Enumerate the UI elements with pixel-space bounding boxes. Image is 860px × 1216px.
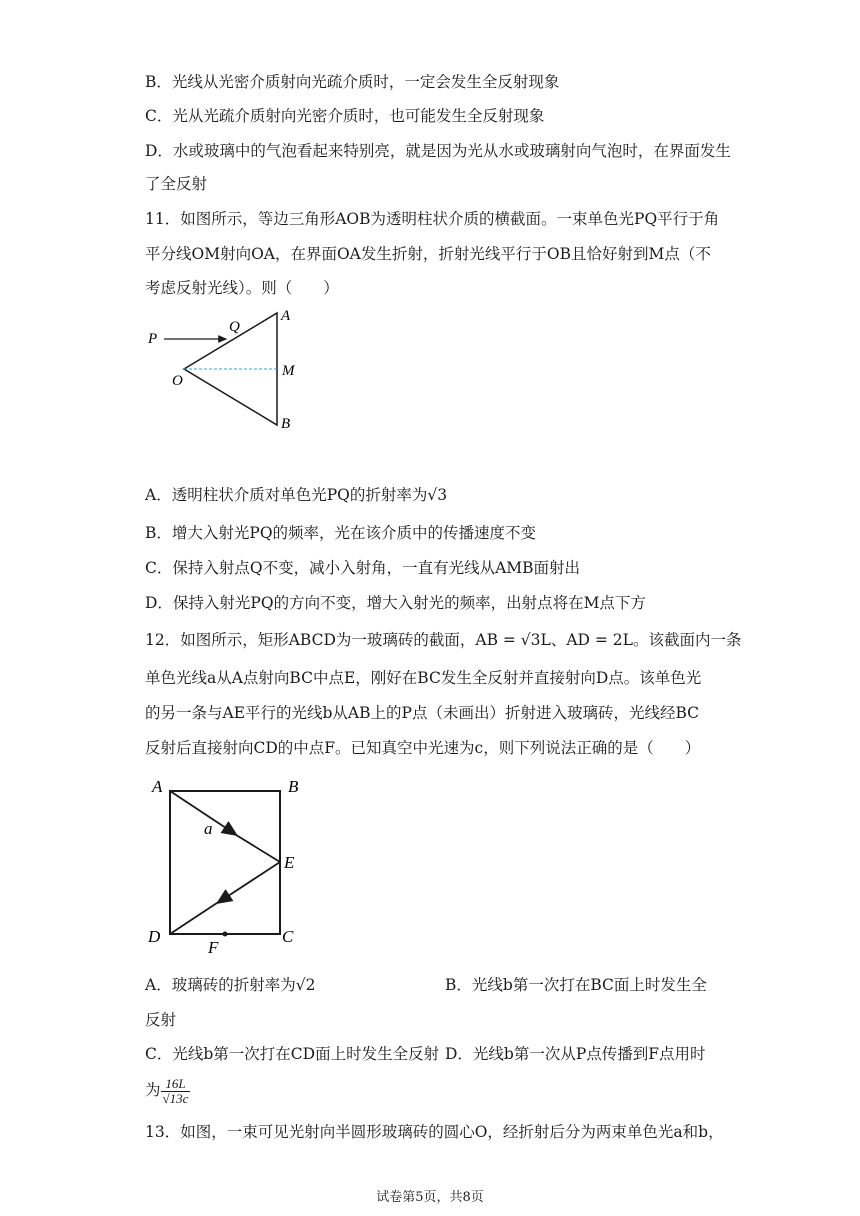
q12-option-c: C．光线b第一次打在CD面上时发生全反射 (145, 1045, 440, 1063)
q11-option-c: C．保持入射点Q不变，减小入射角，一直有光线从AMB面射出 (145, 559, 581, 577)
q12-rectangle-figure (140, 770, 320, 960)
label-e: E (284, 853, 295, 872)
q12-option-d-line1: D．光线b第一次从P点传播到F点用时 (445, 1045, 706, 1063)
q12-stem-line1: 12．如图所示，矩形ABCD为一玻璃砖的截面，AB = √3L、AD = 2L。该截面内一条 (145, 631, 742, 649)
label-a: A (152, 777, 163, 796)
ray-ae-second-half (228, 830, 280, 862)
q12-option-d-prefix: 为 (145, 1081, 161, 1099)
q12-stem-line2: 单色光线a从A点射向BC中点E，刚好在BC发生全反射并直接射向D点。该单色光 (145, 669, 702, 687)
q12-option-b-line1: B．光线b第一次打在BC面上时发生全 (445, 976, 707, 994)
q11-stem-line1: 11．如图所示，等边三角形AOB为透明柱状介质的横截面。一束单色光PQ平行于角 (145, 210, 720, 228)
label-q: Q (229, 319, 240, 335)
q12-stem-line3: 的另一条与AE平行的光线b从AB上的P点（未画出）折射进入玻璃砖，光线经BC (145, 704, 699, 722)
label-ray-a: a (204, 819, 213, 838)
q10-option-d-line1: D．水或玻璃中的气泡看起来特别亮，就是因为光从水或玻璃射向气泡时，在界面发生 (145, 142, 731, 160)
fraction-numerator: 16L (161, 1077, 191, 1092)
q11-stem-line2: 平分线OM射向OA，在界面OA发生折射，折射光线平行于OB且恰好射到M点（不 (145, 245, 711, 263)
q11-option-d: D．保持入射光PQ的方向不变，增大入射光的频率，出射点将在M点下方 (145, 594, 646, 612)
label-d: D (148, 927, 161, 946)
q12-option-b-line2: 反射 (145, 1011, 177, 1029)
q11-stem-line3: 考虑反射光线）。则（ ） (145, 279, 339, 297)
label-b: B (281, 416, 291, 432)
label-m: M (282, 363, 295, 379)
q10-option-d-line2: 了全反射 (145, 175, 208, 193)
q11-option-a: A．透明柱状介质对单色光PQ的折射率为√3 (145, 486, 448, 504)
q12-stem-line4: 反射后直接射向CD的中点F。已知真空中光速为c，则下列说法正确的是（ ） (145, 739, 701, 757)
label-o: O (172, 373, 183, 389)
point-f (223, 932, 228, 937)
label-a: A (281, 308, 291, 324)
q11-option-b: B．增大入射光PQ的频率，光在该介质中的传播速度不变 (145, 524, 537, 542)
q12-option-d-line2 (145, 1072, 725, 1108)
label-b: B (288, 777, 299, 796)
q11-triangle-figure (140, 300, 320, 440)
label-c: C (282, 927, 294, 946)
q10-option-c: C．光从光疏介质射向光密介质时，也可能发生全反射现象 (145, 107, 545, 125)
q12-option-d-fraction (161, 1077, 191, 1106)
rectangle-abcd (170, 791, 280, 934)
ray-ed-second-half (170, 897, 226, 934)
ray-ed-first-half (222, 862, 280, 900)
label-f: F (208, 938, 219, 957)
ray-ae-first-half (170, 791, 232, 832)
page-footer: 试卷第5页，共8页 (376, 1190, 484, 1205)
q12-option-a: A．玻璃砖的折射率为√2 (145, 976, 316, 994)
label-p: P (148, 331, 158, 347)
q10-option-b: B．光线从光密介质射向光疏介质时，一定会发生全反射现象 (145, 73, 560, 91)
fraction-denominator: √13c (162, 1090, 189, 1106)
q13-stem-line1: 13．如图，一束可见光射向半圆形玻璃砖的圆心O，经折射后分为两束单色光a和b， (145, 1123, 724, 1141)
